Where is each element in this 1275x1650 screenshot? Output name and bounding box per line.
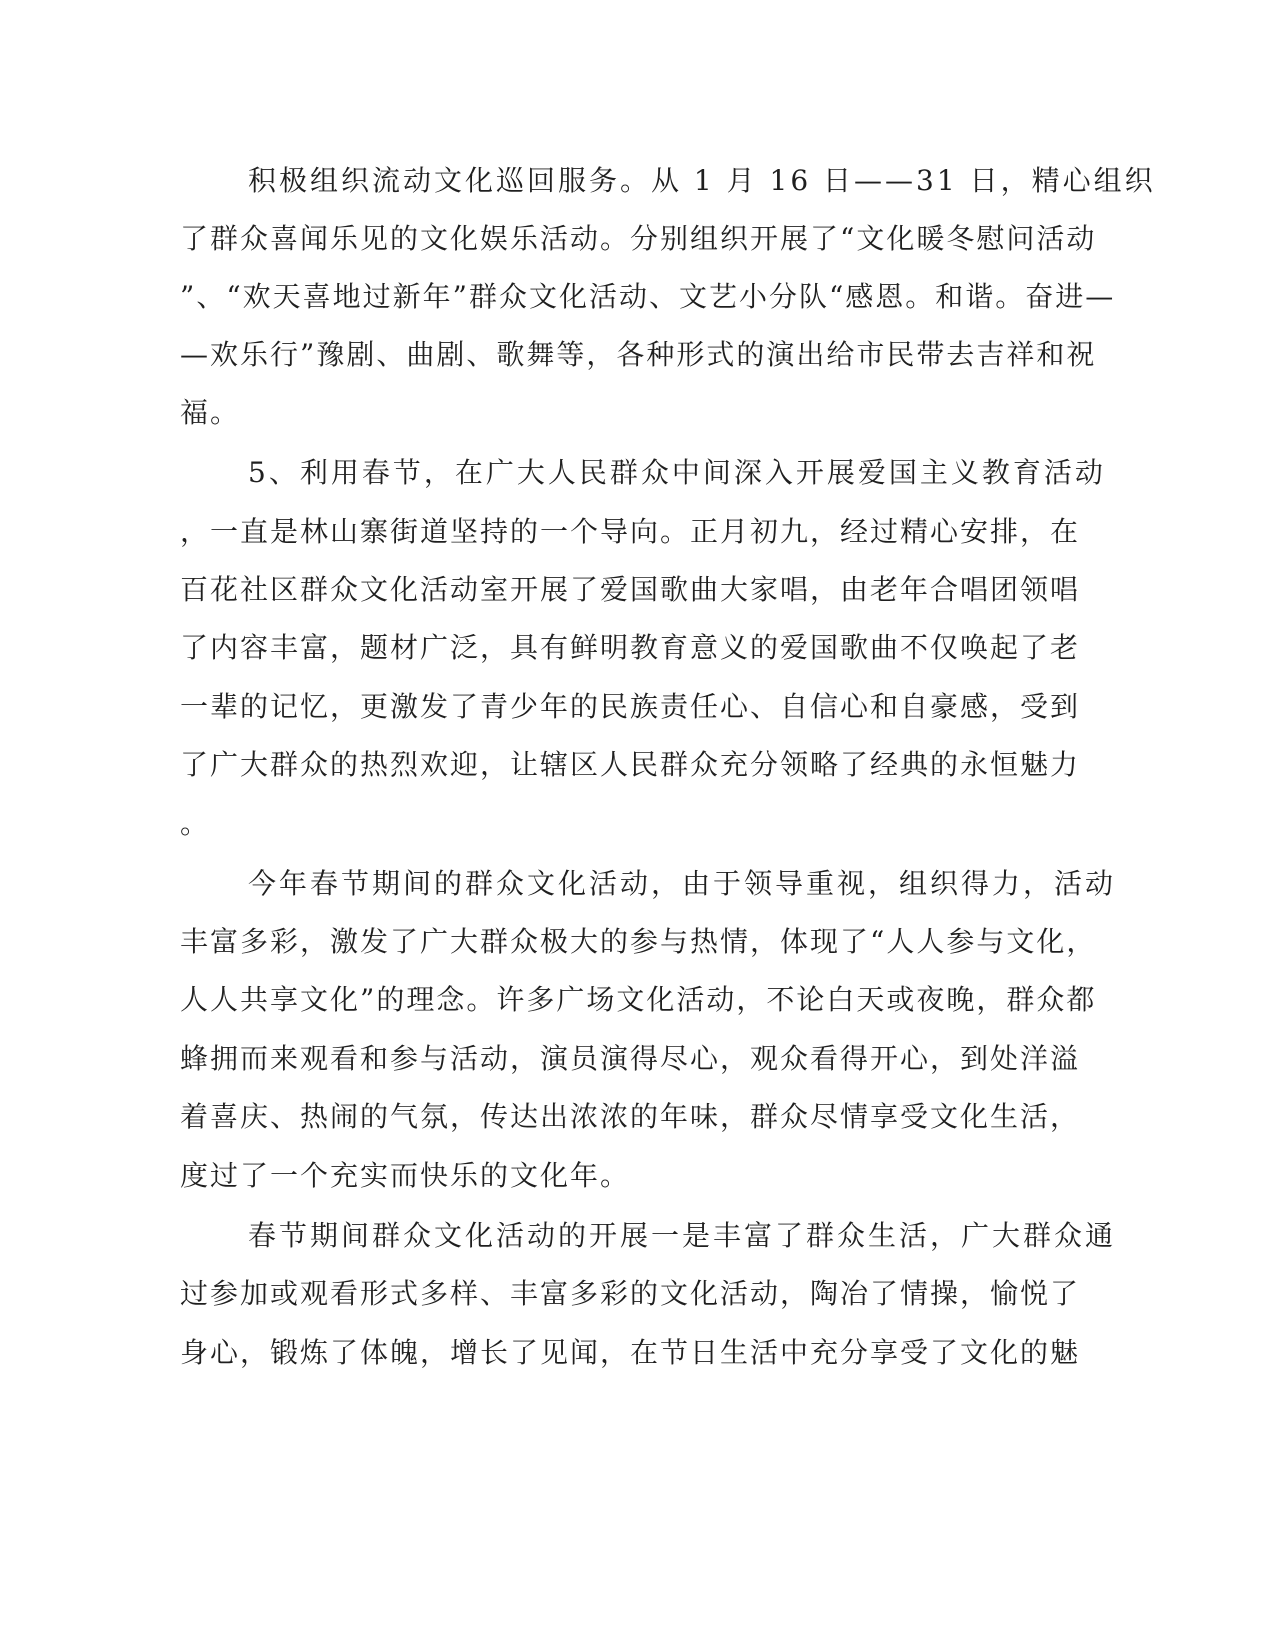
text-line: 度过了一个充实而快乐的文化年。 [180,1159,631,1192]
text-line: 丰富多彩，激发了广大群众极大的参与热情，体现了“人人参与文化， [180,925,1097,958]
text-line: 今年春节期间的群众文化活动，由于领导重视，组织得力，活动 [248,867,1117,900]
text-line: 春节期间群众文化活动的开展一是丰富了群众生活，广大群众通 [248,1219,1117,1252]
text-line: 人人共享文化”的理念。许多广场文化活动，不论白天或夜晚，群众都 [180,983,1097,1016]
text-line: 过参加或观看形式多样、丰富多彩的文化活动，陶冶了情操，愉悦了 [180,1277,1081,1310]
text-line: 蜂拥而来观看和参与活动，演员演得尽心，观众看得开心，到处洋溢 [180,1042,1081,1075]
text-line: 身心，锻炼了体魄，增长了见闻，在节日生活中充分享受了文化的魅 [180,1336,1081,1369]
text-line: 了内容丰富，题材广泛，具有鲜明教育意义的爱国歌曲不仅唤起了老 [180,631,1081,664]
text-line: ”、“欢天喜地过新年”群众文化活动、文艺小分队“感恩。和谐。奋进— [180,280,1116,313]
text-line: 了广大群众的热烈欢迎，让辖区人民群众充分领略了经典的永恒魅力 [180,748,1081,781]
text-line: 百花社区群众文化活动室开展了爱国歌曲大家唱，由老年合唱团领唱 [180,573,1081,606]
text-line: 一辈的记忆，更激发了青少年的民族责任心、自信心和自豪感，受到 [180,690,1081,723]
text-line: ，一直是林山寨街道坚持的一个导向。正月初九，经过精心安排，在 [180,515,1081,548]
text-line: —欢乐行”豫剧、曲剧、歌舞等，各种形式的演出给市民带去吉祥和祝 [180,338,1097,371]
text-line: 福。 [180,396,241,429]
text-line: 。 [180,807,211,840]
text-line: 5、利用春节，在广大人民群众中间深入开展爱国主义教育活动 [248,456,1106,489]
text-line: 积极组织流动文化巡回服务。从 1 月 16 日——31 日，精心组织 [248,164,1156,197]
text-line: 了群众喜闻乐见的文化娱乐活动。分别组织开展了“文化暖冬慰问活动 [180,222,1097,255]
text-line: 着喜庆、热闹的气氛，传达出浓浓的年味，群众尽情享受文化生活， [180,1100,1081,1133]
